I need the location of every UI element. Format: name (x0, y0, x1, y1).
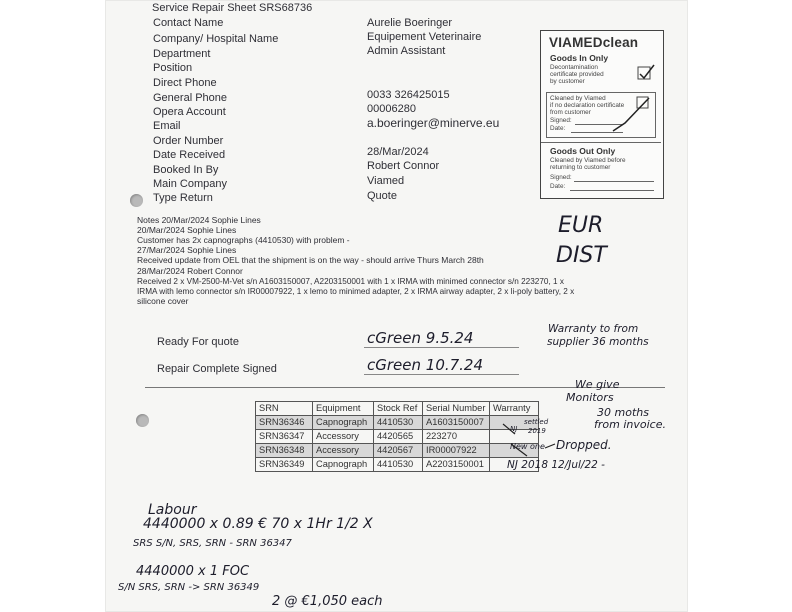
handwritten-dropped: Dropped. (556, 438, 612, 452)
cleaned-signed-label: Signed: (550, 117, 572, 124)
repair-signature-line (364, 374, 519, 375)
ready-for-quote-label: Ready For quote (157, 336, 239, 348)
goods-in-line: by customer (550, 78, 585, 85)
cleaned-by-viamed-box (546, 92, 656, 138)
table-cell: Capnograph (313, 416, 374, 430)
repair-complete-label: Repair Complete Signed (157, 363, 277, 375)
field-value-type-return: Quote (367, 190, 397, 202)
cleaned-line: from customer (550, 109, 591, 116)
field-label-date-received: Date Received (153, 149, 226, 161)
punch-hole-top (130, 194, 143, 207)
handwritten-we-give: We give (575, 378, 620, 391)
goods-out-signed-label: Signed: (550, 174, 572, 181)
column-header: Stock Ref (374, 402, 423, 416)
handwritten-labour-line: S/N SRS, SRN -> SRN 36349 (118, 582, 260, 593)
note-line: Received 2 x VM-2500-M-Vet s/n A1603150007, A2203150001 with 1 x IRMA with minimed connector s/n 223270, 1 x (137, 277, 564, 286)
field-label-direct-phone: Direct Phone (153, 77, 217, 89)
handwritten-new-one: New one (510, 442, 545, 451)
handwritten-we-give: 30 moths (597, 406, 649, 419)
field-label-type-return: Type Return (153, 192, 213, 204)
table-cell: SRN36346 (256, 416, 313, 430)
viamed-clean-box (540, 30, 664, 199)
goods-out-title: Goods Out Only (550, 146, 616, 156)
cleaned-check-mark (609, 95, 653, 135)
handwritten-dist: DIST (556, 243, 607, 268)
column-header: Serial Number (423, 402, 490, 416)
viamed-clean-logo: VIAMEDclean (549, 35, 639, 50)
field-label-company: Company/ Hospital Name (153, 33, 279, 45)
cleaned-line: if no declaration certificate (550, 102, 625, 109)
handwritten-labour-line: 2 @ €1,050 each (272, 594, 383, 609)
field-label-position: Position (153, 62, 193, 74)
goods-in-line: certificate provided (550, 71, 604, 78)
table-cell: A2203150001 (423, 458, 490, 472)
handwritten-we-give: from invoice. (594, 418, 666, 431)
goods-out-signed-line (574, 181, 654, 182)
column-header: Warranty (490, 402, 539, 416)
note-line: 20/Mar/2024 Sophie Lines (137, 225, 237, 235)
field-label-email: Email (153, 120, 181, 132)
note-line: silicone cover (137, 296, 189, 306)
table-cell: 223270 (423, 430, 490, 444)
goods-in-title: Goods In Only (550, 53, 609, 63)
background-right (688, 0, 792, 612)
note-line: 27/Mar/2024 Sophie Lines (137, 245, 237, 255)
goods-out-date-line (570, 190, 654, 191)
handwritten-srn-margin: 2019 (528, 427, 546, 435)
table-cell: 4410530 (374, 458, 423, 472)
handwritten-eur: EUR (558, 213, 604, 238)
table-cell: Accessory (313, 444, 374, 458)
field-value-date-received: 28/Mar/2024 (367, 146, 429, 158)
sheet-title: Service Repair Sheet SRS68736 (152, 2, 313, 14)
table-cell: Accessory (313, 430, 374, 444)
handwritten-labour-line: 4440000 x 0.89 € 70 x 1Hr 1/2 X (143, 516, 373, 532)
handwritten-nj-date: NJ 2018 12/Jul/22 - (507, 459, 605, 471)
field-label-general-phone: General Phone (153, 92, 227, 104)
note-line: IRMA with lemo connector s/n IR00007922, 1 x lemo to minimed adapter, 2 x IRMA airway adapter, 2 x li-poly battery, 2 x (137, 287, 575, 296)
background-left (0, 0, 105, 612)
field-label-contact-name: Contact Name (153, 17, 224, 29)
cleaned-date-label: Date: (550, 125, 566, 132)
table-cell: IR00007922 (423, 444, 490, 458)
field-label-booked-in-by: Booked In By (153, 164, 219, 176)
field-value-booked-in-by: Robert Connor (367, 160, 440, 172)
handwritten-srn-margin: settled (524, 418, 549, 426)
handwritten-warranty-note: Warranty to from (548, 323, 639, 335)
table-cell: SRN36347 (256, 430, 313, 444)
goods-out-line: Cleaned by Viamed before (550, 157, 626, 164)
handwritten-labour-line: SRS S/N, SRS, SRN - SRN 36347 (133, 538, 292, 549)
repair-complete-signature: cGreen 10.7.24 (367, 356, 484, 374)
table-cell: 4410530 (374, 416, 423, 430)
handwritten-warranty-note: supplier 36 months (547, 336, 649, 348)
note-line: 28/Mar/2024 Robert Connor (137, 266, 243, 276)
column-header: SRN (256, 402, 313, 416)
table-cell: 4420567 (374, 444, 423, 458)
field-value-main-company: Viamed (367, 175, 405, 187)
box-separator (541, 142, 661, 143)
field-label-department: Department (153, 48, 211, 60)
column-header: Equipment (313, 402, 374, 416)
handwritten-arrows (497, 418, 557, 473)
field-value-department: Admin Assistant (367, 45, 446, 57)
goods-out-line: returning to customer (550, 164, 611, 171)
cleaned-line: Cleaned by Viamed (550, 95, 606, 102)
goods-out-date-label: Date: (550, 183, 566, 190)
table-cell: 4420565 (374, 430, 423, 444)
table-cell: Capnograph (313, 458, 374, 472)
table-cell: SRN36349 (256, 458, 313, 472)
goods-in-line: Decontamination (550, 64, 598, 71)
goods-in-checkbox (637, 64, 657, 82)
handwritten-labour-title: Labour (148, 502, 197, 518)
field-value-general-phone: 0033 326425015 (367, 89, 450, 101)
punch-hole-middle (136, 414, 149, 427)
field-label-opera-account: Opera Account (153, 106, 226, 118)
table-cell: A1603150007 (423, 416, 490, 430)
note-line: Customer has 2x capnographs (4410530) with problem - (137, 235, 350, 245)
field-value-email: a.boeringer@minerve.eu (367, 116, 500, 130)
field-value-contact-name: Aurelie Boeringer (367, 17, 452, 29)
handwritten-srn-margin: NJ (510, 425, 518, 433)
table-cell: SRN36348 (256, 444, 313, 458)
ready-for-quote-signature: cGreen 9.5.24 (367, 329, 474, 347)
ready-signature-line (364, 347, 519, 348)
field-label-main-company: Main Company (153, 178, 227, 190)
field-value-company: Equipement Veterinaire (367, 31, 482, 43)
note-line: Notes 20/Mar/2024 Sophie Lines (137, 215, 261, 225)
table-header-row (256, 402, 539, 416)
field-label-order-number: Order Number (153, 135, 224, 147)
handwritten-we-give: Monitors (566, 391, 614, 404)
handwritten-labour-line: 4440000 x 1 FOC (136, 564, 250, 579)
field-value-opera-account: 00006280 (367, 103, 416, 115)
note-line: Received update from OEL that the shipment is on the way - should arrive Thurs March 28th (137, 255, 484, 265)
